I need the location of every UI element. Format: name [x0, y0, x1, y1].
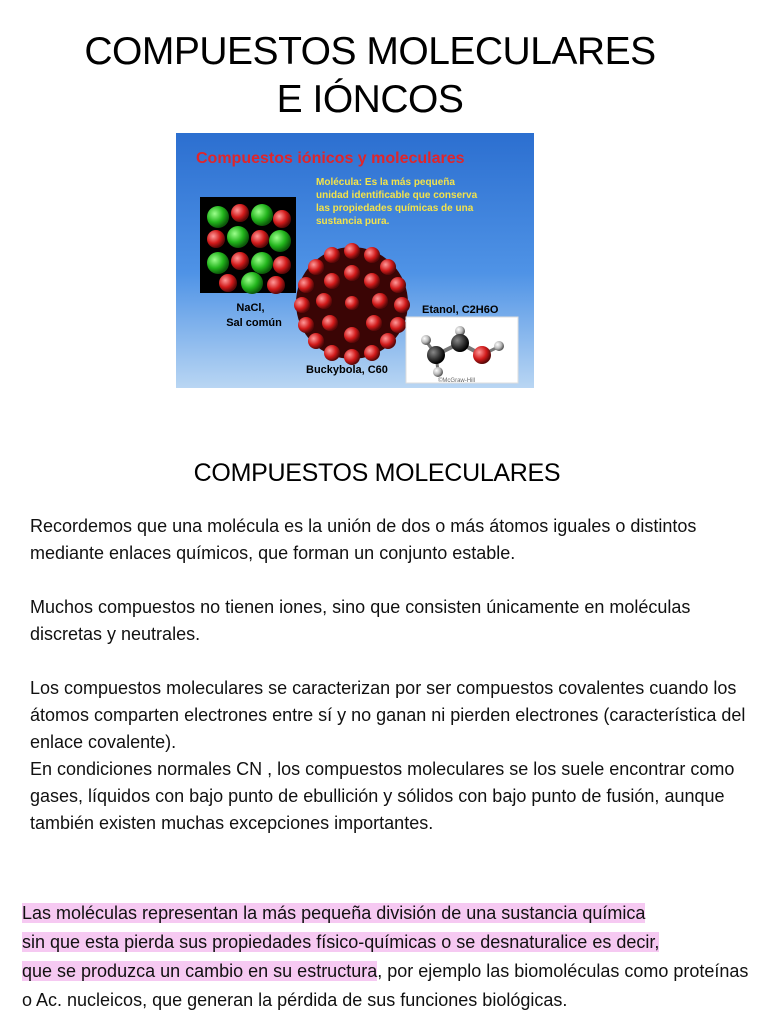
paragraph-covalent [30, 675, 750, 837]
page-title [0, 28, 740, 124]
paragraph-no-ions: Muchos compuestos no tienen iones, sino que consisten únicamente en moléculas discretas y neutrales. [30, 597, 691, 644]
paragraph-molecule-definition: Recordemos que una molécula es la unión de dos o más átomos iguales o distintos mediante enlaces químicos, que forman un conjunto estable. [30, 516, 697, 563]
page-title-line-2: E IÓNCOS [276, 78, 464, 121]
highlighted-line-1: Las moléculas representan la más pequeña división de una sustancia química [22, 903, 646, 923]
buckyball-label: Buckybola, C60 [306, 364, 388, 376]
compounds-illustration [176, 133, 534, 388]
highlighted-line-3: que se produzca un cambio en su estructura [22, 961, 378, 981]
figure-definition: Molécula: Es la más pequeña unidad identificable que conserva las propiedades químicas de una sustancia pura. [316, 177, 478, 227]
page-title-line-1: COMPUESTOS MOLECULARES [84, 30, 656, 73]
highlighted-line-2: sin que esta pierda sus propiedades físico-químicas o se desnaturalice es decir, [22, 932, 660, 952]
ethanol-label: Etanol, C2H6O [422, 304, 499, 316]
figure-heading: Compuestos iónicos y moleculares [196, 150, 465, 167]
highlighted-paragraph [22, 899, 752, 1015]
illustration-graphic [176, 133, 534, 388]
nacl-label: NaCl, Sal común [226, 302, 282, 329]
paragraph-covalent-characteristics: Los compuestos moleculares se caracterizan por ser compuestos covalentes cuando los átomos comparten electrones entre sí y no ganan ni pierden electrones (característica del enlace covalente). [30, 678, 746, 752]
paragraph-normal-conditions: En condiciones normales CN , los compuestos moleculares se los suele encontrar como gases, líquidos con bajo punto de ebullición y sólidos con bajo punto de fusión, aunque también existen muchas excepciones importantes. [30, 759, 735, 833]
section-title: COMPUESTOS MOLECULARES [193, 459, 561, 487]
buckyball-icon [294, 243, 410, 365]
figure-credit: ©McGraw-Hill [438, 378, 476, 384]
paragraph-continuation: , por ejemplo las biomoléculas como proteínas o Ac. nucleicos, que generan la pérdida de sus funciones biológicas. [22, 961, 749, 1010]
